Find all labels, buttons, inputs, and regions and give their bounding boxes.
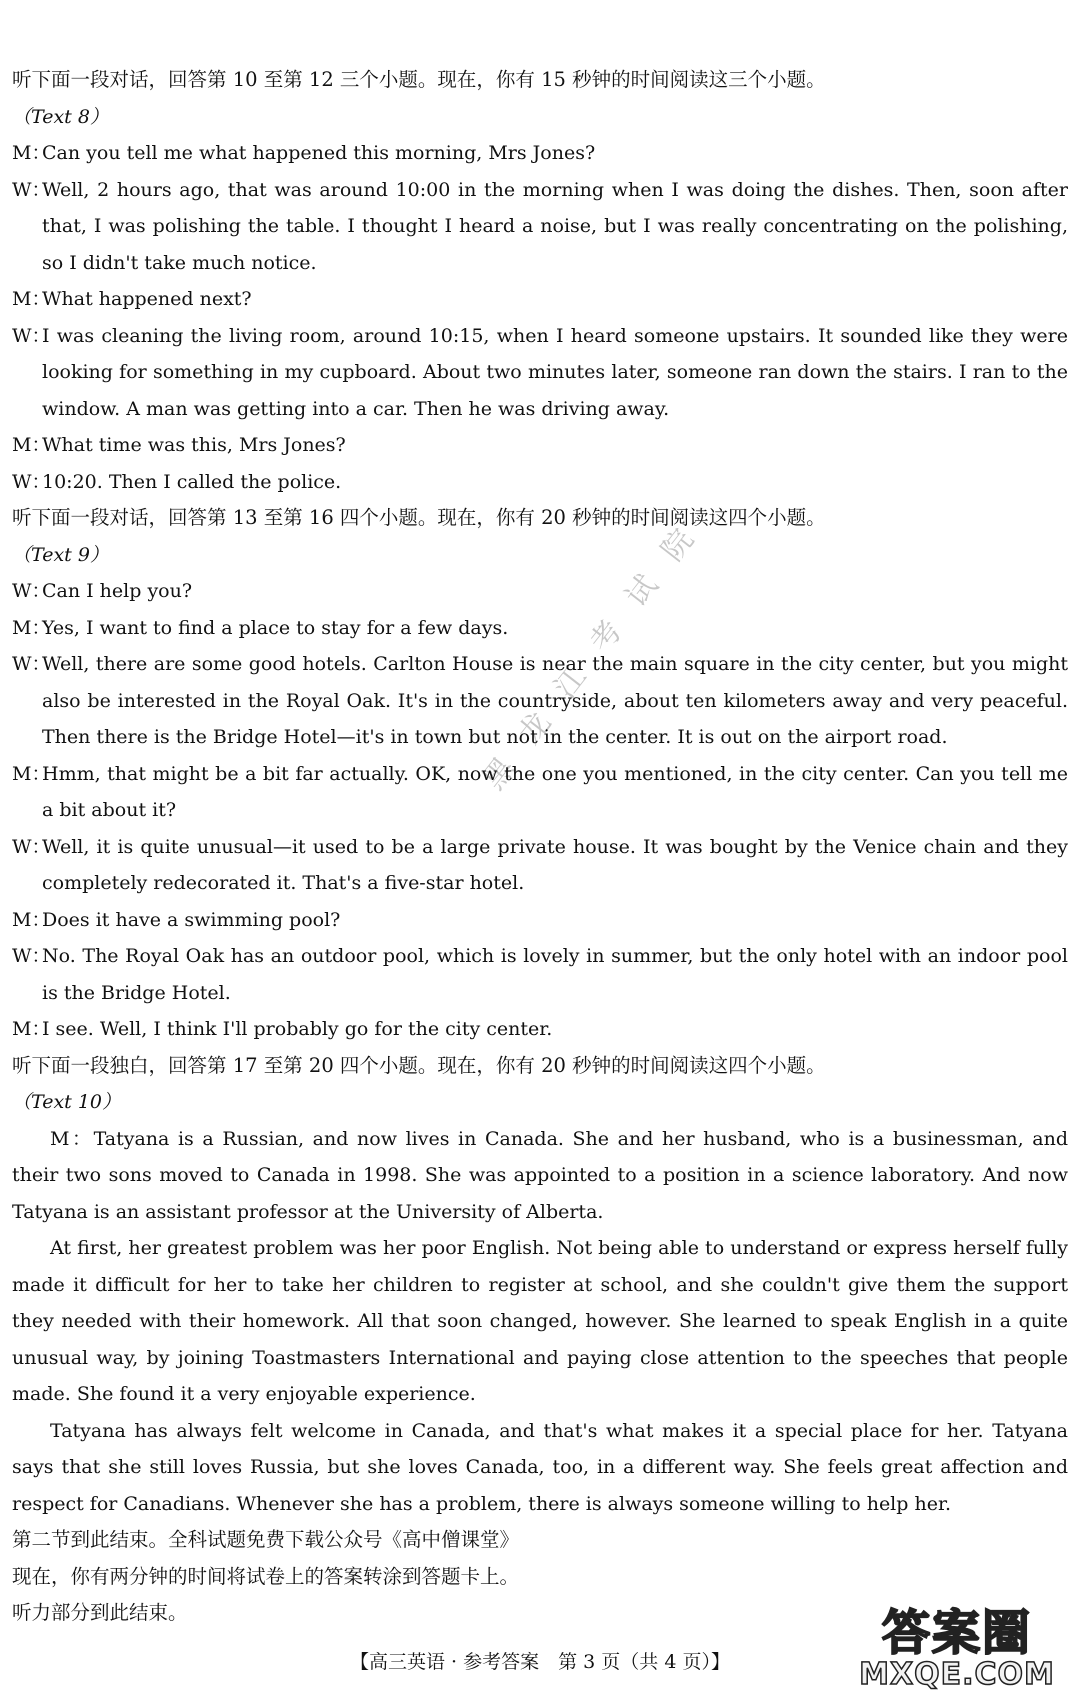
monologue-paragraph-3: Tatyana has always felt welcome in Canada, and that's what makes it a special place for her. Tatyana says that she still loves Russia, but she loves Canada, too, in a different way. She feels great affection and respect for Canadians. Whenever she has a problem, there is always someone willing to help her. (12, 1419, 1068, 1515)
dialogue-turn (12, 464, 1068, 501)
dialogue-turn (12, 610, 1068, 647)
speaker-label: M： (12, 434, 51, 456)
speaker-label: W： (12, 580, 51, 602)
dialogue-text: What time was this, Mrs Jones? (42, 434, 346, 456)
dialogue-text: 10:20. Then I called the police. (42, 470, 342, 493)
speaker-label: M： (12, 908, 51, 931)
dialogue-turn (12, 172, 1068, 282)
dialogue-text: Well, it is quite unusual—it used to be a large private house. It was bought by the Venice chain and they completely redecorated it. That's a five-star hotel. (42, 835, 1068, 894)
speaker-label: W： (12, 470, 51, 493)
dialogue-text: Hmm, that might be a bit far actually. OK, now the one you mentioned, in the city center. Can you tell me a bit about it? (42, 762, 1068, 821)
dialogue-text: What happened next? (42, 288, 252, 310)
speaker-label: M： (12, 1018, 51, 1040)
dialogue-turn (12, 938, 1068, 1011)
dialogue-text: Well, there are some good hotels. Carlton House is near the main square in the city center, but you might also be interested in the Royal Oak. It's in the countryside, about ten kilometers away and very peaceful. Then there is the Bridge Hotel—it's in town but not in the center. It is out on the airport road. (42, 653, 1068, 748)
site-logo (842, 1604, 1072, 1694)
speaker-label: W： (12, 324, 51, 347)
speaker-label: W： (12, 945, 51, 967)
speaker-label: W： (12, 653, 51, 675)
dialogue-text: Can I help you? (42, 580, 193, 602)
speaker-label: M： (12, 762, 51, 785)
instruction-text-8: 听下面一段对话，回答第 10 至第 12 三个小题。现在，你有 15 秒钟的时间阅读这三个小题。 (12, 68, 826, 91)
dialogue-turn (12, 829, 1068, 902)
listening-end-note: 听力部分到此结束。 (12, 1601, 188, 1624)
speaker-label: M： (12, 288, 51, 310)
dialogue-text: I see. Well, I think I'll probably go for the city center. (42, 1018, 553, 1040)
dialogue-turn (12, 427, 1068, 464)
speaker-label: W： (12, 835, 51, 858)
answer-transcript (12, 62, 1068, 1632)
dialogue-text: Can you tell me what happened this morning, Mrs Jones? (42, 142, 596, 164)
speaker-label: M： (12, 616, 51, 639)
monologue-paragraph-2: At first, her greatest problem was her poor English. Not being able to understand or express herself fully made it difficult for her to take her children to register at school, and she couldn't give them the support they needed with their homework. All that soon changed, however. She learned to speak English in a quite unusual way, by joining Toastmasters International and paying close attention to the speeches that people made. She found it a very enjoyable experience. (12, 1237, 1068, 1405)
speaker-label: M： (12, 142, 51, 164)
dialogue-turn (12, 902, 1068, 939)
instruction-text-10: 听下面一段独白，回答第 17 至第 20 四个小题。现在，你有 20 秒钟的时间阅读这四个小题。 (12, 1053, 826, 1077)
page-footer: 【高三英语 · 参考答案 第 3 页（共 4 页）】 (350, 1651, 730, 1673)
monologue-paragraph-1: M：Tatyana is a Russian, and now lives in Canada. She and her husband, who is a businessman, and their two sons moved to Canada in 1998. She was appointed to a position in a science laboratory. And now Tatyana is an assistant professor at the University of Alberta. (12, 1127, 1068, 1223)
section-end-note: 第二节到此结束。全科试题免费下载公众号《高中僧课堂》 (12, 1528, 520, 1551)
logo-text-en: MXQE.COM (859, 1657, 1055, 1692)
dialogue-turn (12, 1011, 1068, 1048)
speaker-label: W： (12, 178, 51, 201)
dialogue-text: Well, 2 hours ago, that was around 10:00 in the morning when I was doing the dishes. Then, soon after that, I was polishing the table. I thought I heard a noise, but I was really concentrating on the polishing, so I didn't take much notice. (42, 178, 1068, 274)
dialogue-turn (12, 646, 1068, 756)
text-8-label: （Text 8） (12, 105, 109, 128)
dialogue-turn (12, 135, 1068, 172)
dialogue-turn (12, 756, 1068, 829)
instruction-text-9: 听下面一段对话，回答第 13 至第 16 四个小题。现在，你有 20 秒钟的时间阅读这四个小题。 (12, 506, 826, 529)
text-9-label: （Text 9） (12, 543, 109, 566)
dialogue-turn (12, 281, 1068, 318)
dialogue-text: I was cleaning the living room, around 10:15, when I heard someone upstairs. It sounded like they were looking for something in my cupboard. About two minutes later, someone ran down the stairs. I ran to the window. A man was getting into a car. Then he was driving away. (42, 324, 1068, 420)
logo-text-cn: 答案圈 (881, 1605, 1032, 1661)
dialogue-text: Yes, I want to find a place to stay for a few days. (42, 616, 509, 639)
watermark: 黑龙江考试院 (476, 500, 719, 797)
dialogue-text: Does it have a swimming pool? (42, 908, 341, 931)
dialogue-turn (12, 573, 1068, 610)
dialogue-turn (12, 318, 1068, 428)
dialogue-text: No. The Royal Oak has an outdoor pool, which is lovely in summer, but the only hotel with an indoor pool is the Bridge Hotel. (42, 945, 1068, 1004)
transfer-answers-note: 现在，你有两分钟的时间将试卷上的答案转涂到答题卡上。 (12, 1564, 520, 1588)
text-10-label: （Text 10） (12, 1091, 122, 1113)
